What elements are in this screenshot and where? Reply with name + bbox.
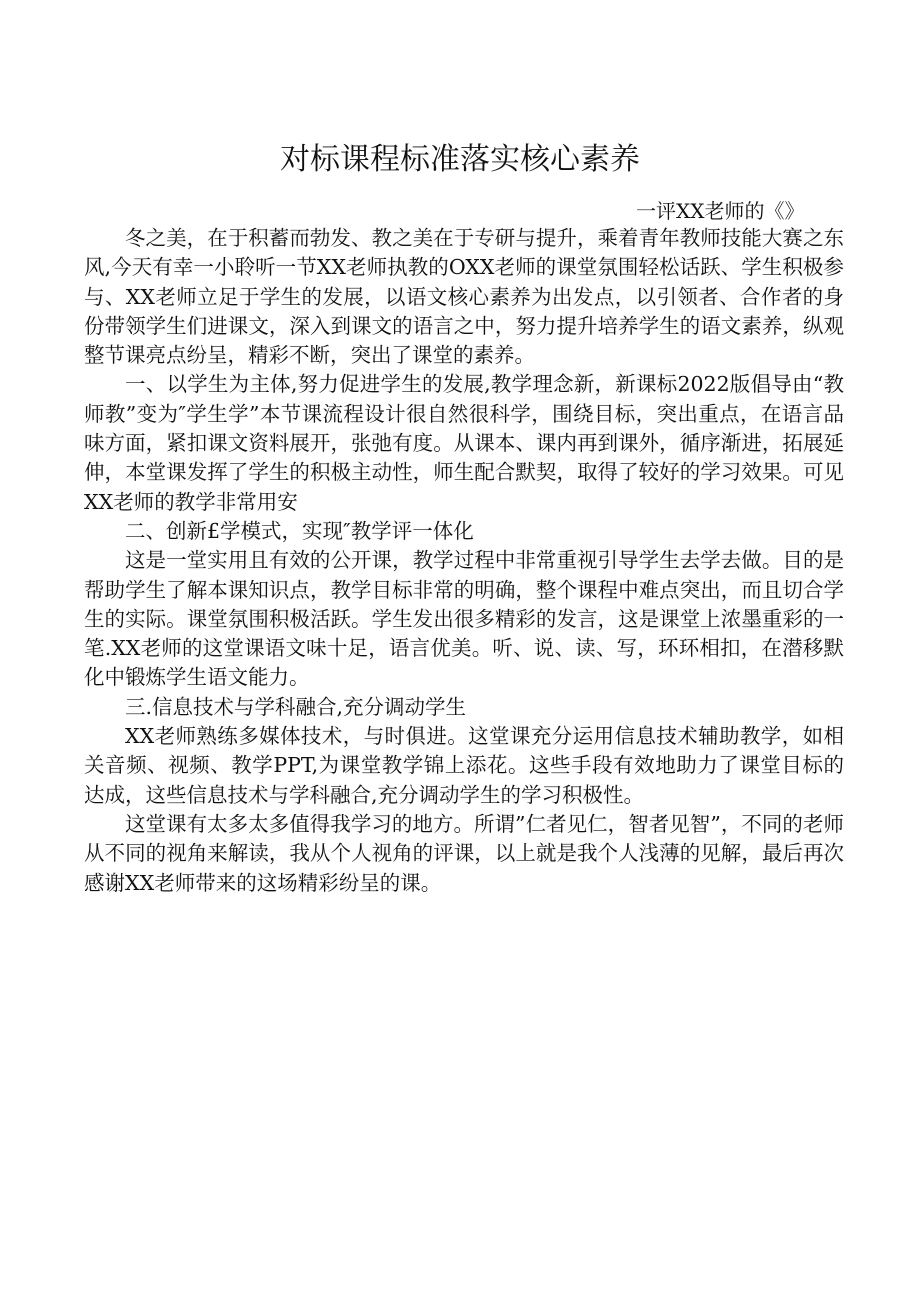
section-heading-2: 二、创新£学模式，实现″教学评一体化 bbox=[125, 518, 474, 543]
document-body bbox=[84, 224, 844, 898]
paragraph-intro: 冬之美，在于积蓄而勃发、教之美在于专研与提升，乘着青年教师技能大赛之东风,今天有幸一小聆听一节XX老师执教的OXX老师的课堂氛围轻松话跃、学生积极参与、XX老师立足于学生的发展，以语文核心素养为出发点，以引领者、合作者的身份带领学生们进课文，深入到课文的语言之中，努力提升培养学生的语文素养，纵观整节课亮点纷呈，精彩不断，突出了课堂的素养。 bbox=[84, 226, 844, 368]
document-title: 对标课程标准落实核心素养 bbox=[280, 142, 640, 177]
paragraph-section-1: 一、以学生为主体,努力促进学生的发展,教学理念新，新课标2022版倡导由“教师教”变为″学生学”本节课流程设计很自然很科学，围绕目标，突出重点，在语言品味方面，紧扣课文资料展开，张弛有度。从课本、课内再到课外，循序渐进，拓展延伸，本堂课发挥了学生的积极主动性，师生配合默契，取得了较好的学习效果。可见XX老师的教学非常用安 bbox=[84, 372, 844, 514]
document-subtitle: 一评XX老师的《》 bbox=[636, 199, 805, 223]
paragraph-section-3: XX老师熟练多媒体技术，与时俱进。这堂课充分运用信息技术辅助教学，如相关音频、视频、教学PPT,为课堂教学锦上添花。这些手段有效地助力了课堂目标的达成，这些信息技术与学科融合,充分调动学生的学习积极性。 bbox=[84, 724, 844, 807]
section-heading-3: 三.信息技术与学科融合,充分调动学生 bbox=[125, 694, 467, 719]
paragraph-conclusion: 这堂课有太多太多值得我学习的地方。所谓”仁者见仁，智者见智”，不同的老师从不同的视角来解读，我从个人视角的评课，以上就是我个人浅薄的见解，最后再次感谢XX老师带来的这场精彩纷呈的课。 bbox=[84, 811, 844, 895]
paragraph-section-2: 这是一堂实用且有效的公开课，教学过程中非常重视引导学生去学去做。目的是帮助学生了解本课知识点，教学目标非常的明确，整个课程中难点突出，而且切合学生的实际。课堂氛围积极活跃。学生发出很多精彩的发言，这是课堂上浓墨重彩的一笔.XX老师的这堂课语文味十足，语言优美。听、说、读、写，环环相扣，在潜移默化中锻炼学生语文能力。 bbox=[84, 548, 844, 690]
